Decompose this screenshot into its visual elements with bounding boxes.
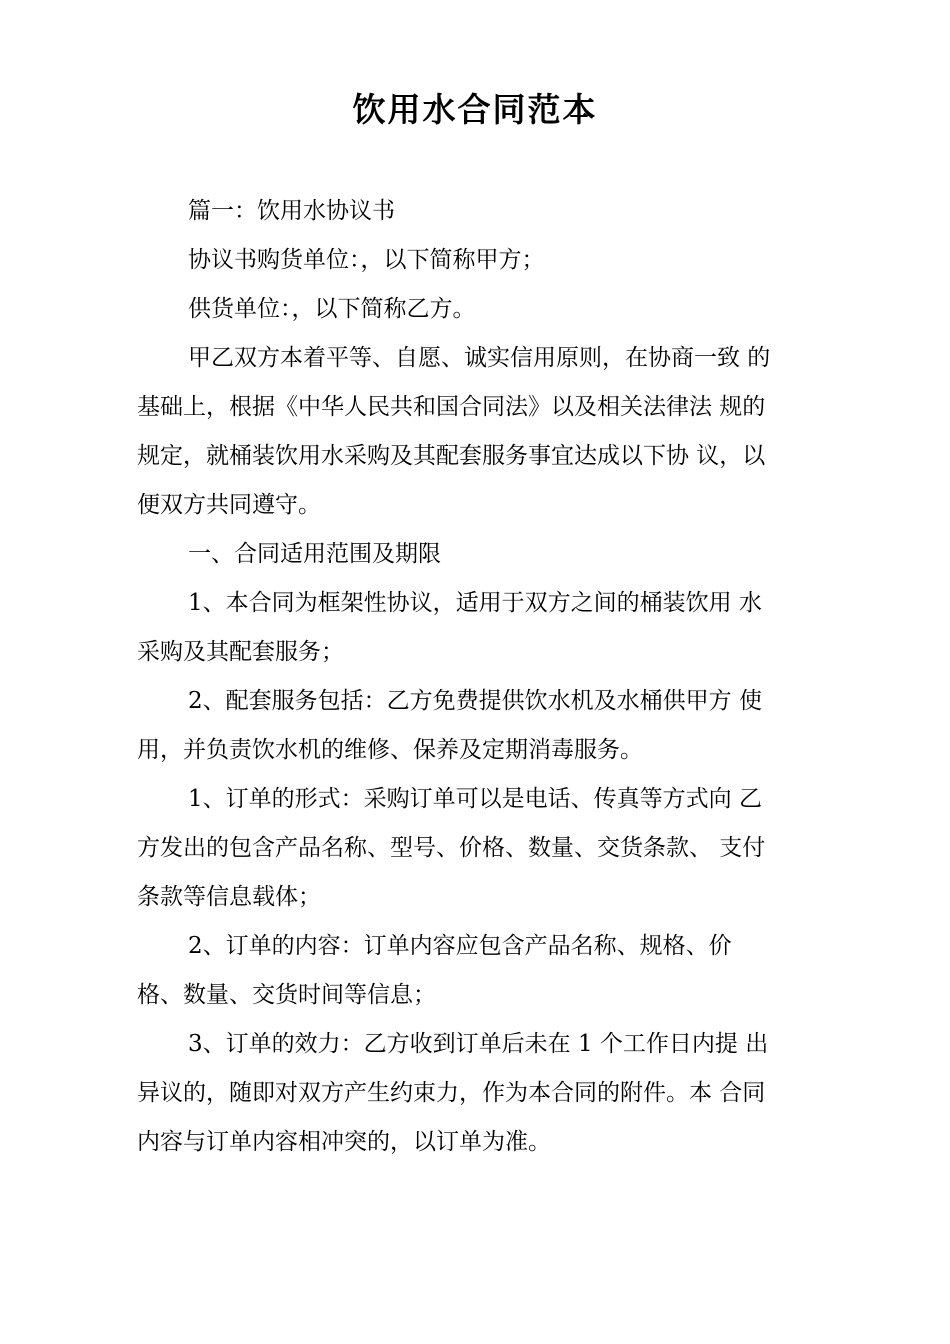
text-line: 规定，就桶装饮用水采购及其配套服务事宜达成以下协 议，以	[137, 443, 766, 469]
text-line: 异议的，随即对双方产生约束力，作为本合同的附件。本 合同	[137, 1080, 766, 1106]
text-line: 条款等信息载体；	[137, 884, 321, 910]
text-line: 甲乙双方本着平等、自愿、诚实信用原则，在协商一致 的	[188, 345, 771, 371]
text-line: 1、本合同为框架性协议，适用于双方之间的桶装饮用 水	[188, 590, 762, 616]
text-line: 格、数量、交货时间等信息；	[137, 982, 436, 1008]
section-heading: 一、合同适用范围及期限	[188, 541, 441, 567]
text-line: 方发出的包含产品名称、型号、价格、数量、交货条款、 支付	[137, 835, 766, 861]
text-line: 协议书购货单位：，以下简称甲方；	[188, 247, 545, 273]
text-line: 内容与订单内容相冲突的，以订单为准。	[137, 1129, 551, 1155]
text-line: 便双方共同遵守。	[137, 492, 321, 518]
text-line: 1、订单的形式：采购订单可以是电话、传真等方式向 乙	[188, 786, 762, 812]
text-line: 3、订单的效力：乙方收到订单后未在 1 个工作日内提 出	[188, 1031, 769, 1057]
text-line: 基础上，根据《中华人民共和国合同法》以及相关法律法 规的	[137, 394, 766, 420]
text-line: 供货单位：，以下简称乙方。	[188, 296, 476, 322]
text-line: 采购及其配套服务；	[137, 639, 344, 665]
document-title: 饮用水合同范本	[352, 90, 598, 129]
document-body	[137, 187, 817, 1167]
text-line: 2、订单的内容：订单内容应包含产品名称、规格、价	[188, 933, 732, 959]
text-line: 2、配套服务包括：乙方免费提供饮水机及水桶供甲方 使	[188, 688, 762, 714]
text-line: 用，并负责饮水机的维修、保养及定期消毒服务。	[137, 737, 643, 763]
text-line: 篇一：饮用水协议书	[188, 198, 395, 224]
